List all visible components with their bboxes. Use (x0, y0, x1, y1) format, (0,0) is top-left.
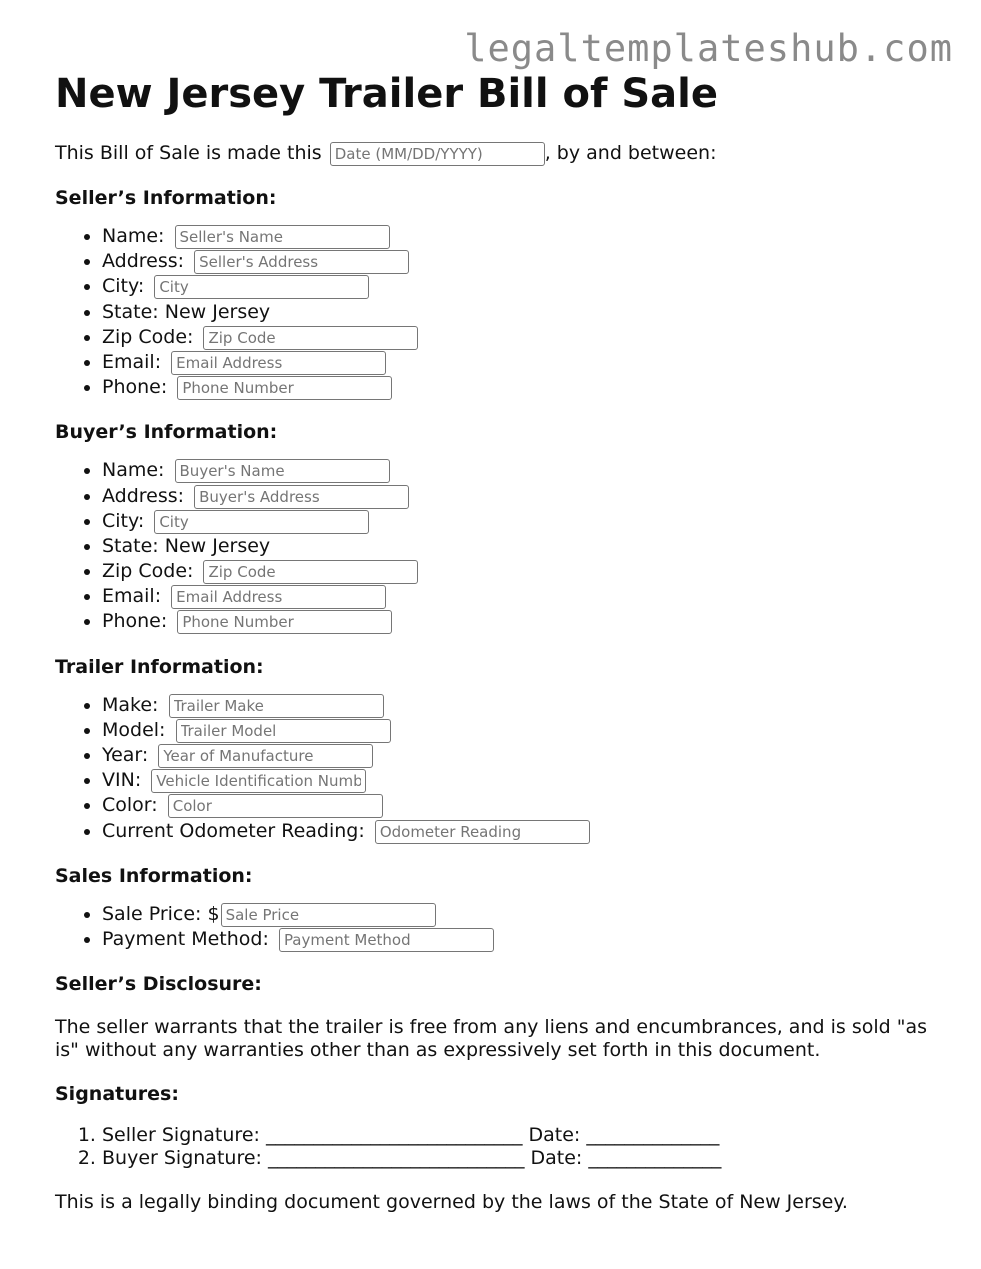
trailer-model-input[interactable] (176, 719, 391, 743)
payment-method-input[interactable] (279, 928, 494, 952)
seller-email-label: Email: (102, 350, 162, 373)
seller-zip-label: Zip Code: (102, 325, 194, 348)
disclosure-text: The seller warrants that the trailer is free from any liens and encumbrances, and is sold "as is" without any warranties other than as expressively set forth in this document. (55, 1016, 927, 1062)
seller-city-input[interactable] (154, 275, 369, 299)
seller-phone-label: Phone: (102, 376, 168, 399)
buyer-state-text: State: New Jersey (102, 534, 271, 557)
signatures-list (55, 1124, 935, 1170)
seller-name-input[interactable] (175, 225, 390, 249)
buyer-address-label: Address: (102, 484, 185, 507)
seller-email-input[interactable] (171, 351, 386, 375)
list-item (102, 458, 935, 483)
trailer-color-label: Color: (102, 794, 158, 817)
payment-method-label: Payment Method: (102, 927, 269, 950)
buyer-signature-line: 2. Buyer Signature: ___________________________ Date: ______________ (102, 1147, 935, 1170)
buyer-phone-label: Phone: (102, 610, 168, 633)
document-body (55, 70, 935, 1214)
trailer-heading: Trailer Information: (55, 655, 264, 678)
buyer-heading: Buyer’s Information: (55, 421, 278, 444)
seller-heading: Seller’s Information: (55, 187, 277, 209)
list-item (102, 902, 935, 927)
trailer-info-list (55, 693, 935, 844)
list-item (102, 793, 935, 818)
list-item (102, 509, 935, 534)
intro-line (55, 140, 935, 166)
buyer-name-label: Name: (102, 459, 165, 482)
list-item (102, 249, 935, 274)
trailer-make-label: Make: (102, 693, 159, 716)
sale-date-input[interactable] (330, 142, 545, 166)
disclosure-heading: Seller’s Disclosure: (55, 973, 262, 996)
seller-zip-input[interactable] (203, 326, 418, 350)
page-title: New Jersey Trailer Bill of Sale (55, 71, 718, 117)
list-item (102, 274, 935, 299)
seller-info-list (55, 224, 935, 400)
sale-price-label: Sale Price: $ (102, 902, 220, 925)
buyer-email-label: Email: (102, 585, 162, 608)
trailer-year-input[interactable] (158, 744, 373, 768)
list-item (102, 484, 935, 509)
list-item (102, 300, 935, 325)
trailer-vin-input[interactable] (151, 769, 366, 793)
list-item (102, 584, 935, 609)
trailer-model-label: Model: (102, 718, 166, 741)
intro-prefix: This Bill of Sale is made this (55, 142, 322, 164)
list-item (102, 559, 935, 584)
buyer-zip-input[interactable] (203, 560, 418, 584)
list-item (102, 743, 935, 768)
buyer-email-input[interactable] (171, 585, 386, 609)
list-item (102, 693, 935, 718)
seller-address-input[interactable] (194, 250, 409, 274)
buyer-address-input[interactable] (194, 485, 409, 509)
buyer-name-input[interactable] (175, 459, 390, 483)
trailer-make-input[interactable] (169, 694, 384, 718)
buyer-city-input[interactable] (154, 510, 369, 534)
trailer-odometer-input[interactable] (375, 820, 590, 844)
list-item (102, 609, 935, 634)
seller-name-label: Name: (102, 225, 165, 247)
seller-phone-input[interactable] (177, 376, 392, 400)
list-item (102, 224, 935, 249)
trailer-vin-label: VIN: (102, 769, 142, 792)
list-item (102, 375, 935, 400)
seller-city-label: City: (102, 275, 145, 298)
seller-address-label: Address: (102, 250, 185, 273)
list-item (102, 768, 935, 793)
seller-signature-line: 1. Seller Signature: ___________________________ Date: ______________ (102, 1124, 935, 1147)
watermark: legaltemplateshub.com (464, 27, 953, 70)
sales-info-list (55, 902, 935, 952)
list-item (102, 819, 935, 844)
list-item (102, 534, 935, 559)
buyer-phone-input[interactable] (177, 610, 392, 634)
sales-heading: Sales Information: (55, 864, 253, 887)
trailer-color-input[interactable] (168, 794, 383, 818)
buyer-info-list (55, 458, 935, 634)
seller-state-text: State: New Jersey (102, 300, 271, 323)
trailer-odometer-label: Current Odometer Reading: (102, 819, 365, 842)
sale-price-input[interactable] (221, 903, 436, 927)
trailer-year-label: Year: (102, 744, 149, 766)
list-item (102, 718, 935, 743)
intro-suffix: , by and between: (544, 142, 717, 164)
list-item (102, 350, 935, 375)
buyer-city-label: City: (102, 509, 145, 532)
signatures-heading: Signatures: (55, 1083, 179, 1106)
list-item (102, 325, 935, 350)
footer-text: This is a legally binding document governed by the laws of the State of New Jersey. (55, 1191, 848, 1214)
buyer-zip-label: Zip Code: (102, 560, 194, 583)
list-item (102, 927, 935, 952)
